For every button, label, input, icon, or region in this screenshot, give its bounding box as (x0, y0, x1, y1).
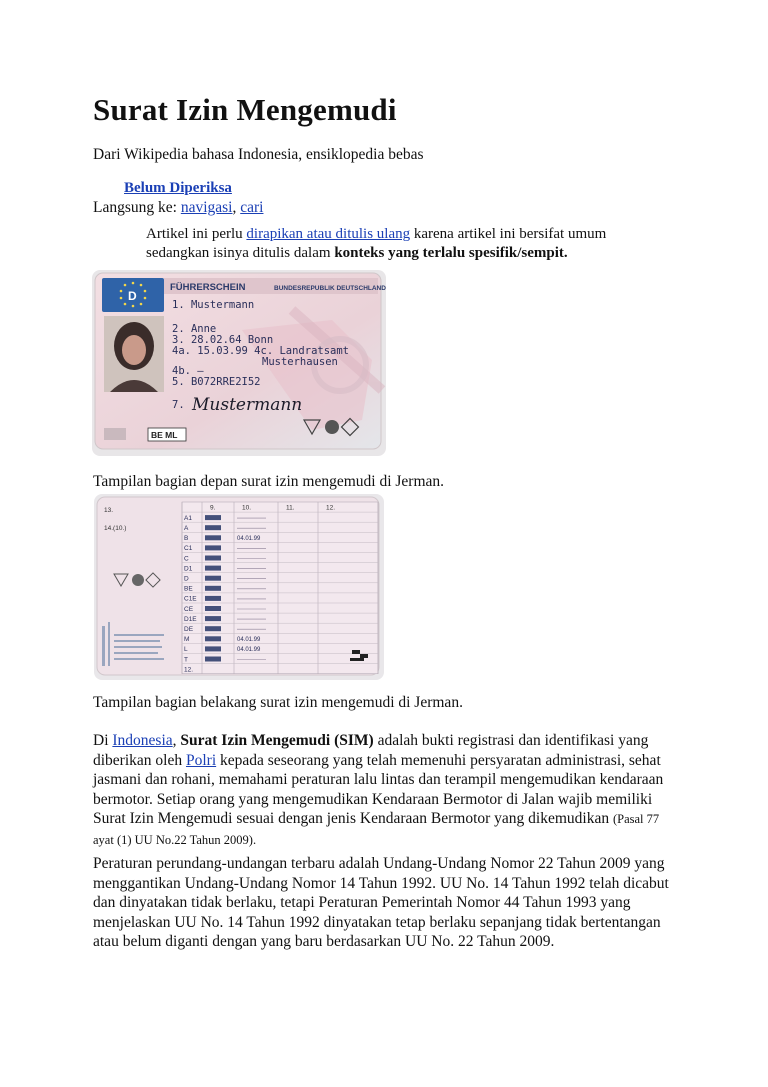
field-surname: 1. Mustermann (172, 299, 255, 311)
license-front-image (92, 270, 386, 456)
table-category-date: 04.01.99 (237, 536, 261, 543)
table-category-label: D1E (184, 615, 197, 623)
license-header-right: BUNDESREPUBLIK DEUTSCHLAND (274, 285, 386, 292)
field-birth: 3. 28.02.64 Bonn (172, 334, 274, 346)
field-given-name: 2. Anne (172, 323, 217, 335)
field-issue: 4a. 15.03.99 4c. Landratsamt (172, 345, 350, 357)
vehicle-pictogram-icon (205, 657, 221, 662)
table-category-date: 04.01.99 (237, 647, 261, 654)
holder-signature: Mustermann (192, 395, 303, 415)
vehicle-pictogram-icon (205, 515, 221, 520)
vehicle-pictogram-icon (205, 556, 221, 561)
vehicle-pictogram-icon (205, 535, 221, 540)
table-category-label: DE (184, 626, 194, 633)
page-title: Surat Izin Mengemudi (93, 92, 397, 127)
table-category-label: A1 (184, 514, 192, 522)
table-col-header: 9. (210, 504, 216, 512)
notice-bold-text: konteks yang terlalu spesifik/sempit. (334, 245, 568, 261)
para1-citation: (Pasal 77 ayat (1) UU No.22 Tahun 2009). (93, 812, 660, 847)
caption-back: Tampilan bagian belakang surat izin mengemudi di Jerman. (93, 694, 463, 711)
table-category-label: D (184, 575, 189, 583)
jump-to-line (93, 199, 263, 217)
table-col-header: 11. (286, 504, 295, 512)
paragraph-definition (93, 731, 683, 851)
para1-text-4: kepada seseorang yang telah memenuhi persyaratan administrasi, sehat jasmani dan rohani, memahami peraturan lalu lintas dan terampil mengemudikan kendaraan bermotor. Setiap orang yang mengemudikan Kendaraan Bermotor di Jalan wajib memiliki Surat Izin Mengemudi sesuai dengan jenis Kendaraan Bermotor yang dikemudikan (93, 751, 664, 828)
para1-text-2: , (172, 732, 181, 749)
category-table (182, 502, 378, 674)
field-authority: Musterhausen (262, 356, 338, 368)
caption-front: Tampilan bagian depan surat izin mengemudi di Jerman. (93, 473, 445, 490)
table-category-label: D1 (184, 565, 193, 573)
table-category-date: 04.01.99 (237, 637, 261, 644)
back-row-13: 13. (104, 507, 114, 514)
para1-text-3: adalah bukti registrasi dan identifikasi yang diberikan oleh (93, 732, 649, 769)
table-row-12-label: 12. (184, 666, 194, 674)
table-category-label: M (184, 636, 190, 644)
country-code: D (128, 289, 137, 303)
back-row-14: 14.(10.) (104, 525, 127, 532)
indonesia-link[interactable]: Indonesia (112, 732, 173, 749)
vehicle-pictogram-icon (205, 626, 221, 631)
license-header-left: FÜHRERSCHEIN (170, 282, 246, 293)
vehicle-pictogram-icon (205, 566, 221, 571)
polri-link[interactable]: Polri (185, 751, 217, 769)
vehicle-pictogram-icon (205, 646, 221, 651)
vehicle-pictogram-icon (205, 576, 221, 581)
vehicle-pictogram-icon (205, 545, 221, 550)
table-category-label: C (184, 555, 189, 563)
page-subtitle: Dari Wikipedia bahasa Indonesia, ensiklopedia bebas (93, 146, 424, 163)
table-category-label: T (184, 656, 188, 664)
search-link[interactable]: cari (240, 199, 264, 216)
field-expiry: 4b. — (172, 365, 204, 377)
para1-bold-term: Surat Izin Mengemudi (SIM) (180, 732, 374, 749)
table-category-label: A (184, 525, 189, 532)
table-category-label: C1E (184, 595, 197, 603)
notice-text-1: Artikel ini perlu (146, 226, 247, 242)
navigation-link[interactable]: navigasi (180, 199, 233, 216)
table-category-label: BE (184, 585, 193, 593)
vehicle-codes: BE ML (151, 430, 178, 440)
field-number: 5. B072RRE2I52 (172, 376, 261, 388)
paragraph-regulation: Peraturan perundang-undangan terbaru adalah Undang-Undang Nomor 22 Tahun 2009 yang menggantikan Undang-Undang Nomor 14 Tahun 1992. UU No. 14 Tahun 1992 telah dicabut dan dinyatakan tidak berlaku, tetapi Peraturan Pemerintah Nomor 44 Tahun 1993 yang menjelaskan UU No. 14 Tahun 1992 dinyatakan tetap berlaku sepanjang tidak bertentangan atau belum diganti dengan yang baru berdasarkan UU No. 22 Tahun 2009. (93, 855, 669, 951)
table-col-header: 12. (326, 504, 336, 512)
cleanup-notice (146, 225, 666, 263)
vehicle-pictogram-icon (205, 596, 221, 601)
license-back-image (94, 494, 384, 680)
table-category-label: C1 (184, 545, 193, 553)
field-signature-label: 7. (172, 399, 185, 411)
vehicle-pictogram-icon (205, 586, 221, 591)
vehicle-pictogram-icon (205, 636, 221, 641)
vehicle-pictogram-icon (205, 606, 221, 611)
table-category-label: L (184, 646, 188, 654)
review-status-link[interactable]: Belum Diperiksa (124, 180, 232, 196)
table-col-header: 10. (242, 504, 252, 512)
table-category-label: CE (184, 605, 194, 613)
notice-cleanup-link[interactable]: dirapikan atau ditulis ulang (246, 226, 411, 242)
jump-prefix: Langsung ke: (93, 199, 181, 216)
vehicle-pictogram-icon (205, 616, 221, 621)
notice-text-2: karena artikel ini bersifat umum sedangkan isinya ditulis dalam (146, 226, 607, 261)
table-category-label: B (184, 535, 189, 543)
holder-photo (104, 316, 164, 392)
vehicle-pictogram-icon (205, 525, 221, 530)
jump-separator: , (232, 199, 241, 216)
para1-text-1: Di (93, 732, 113, 749)
